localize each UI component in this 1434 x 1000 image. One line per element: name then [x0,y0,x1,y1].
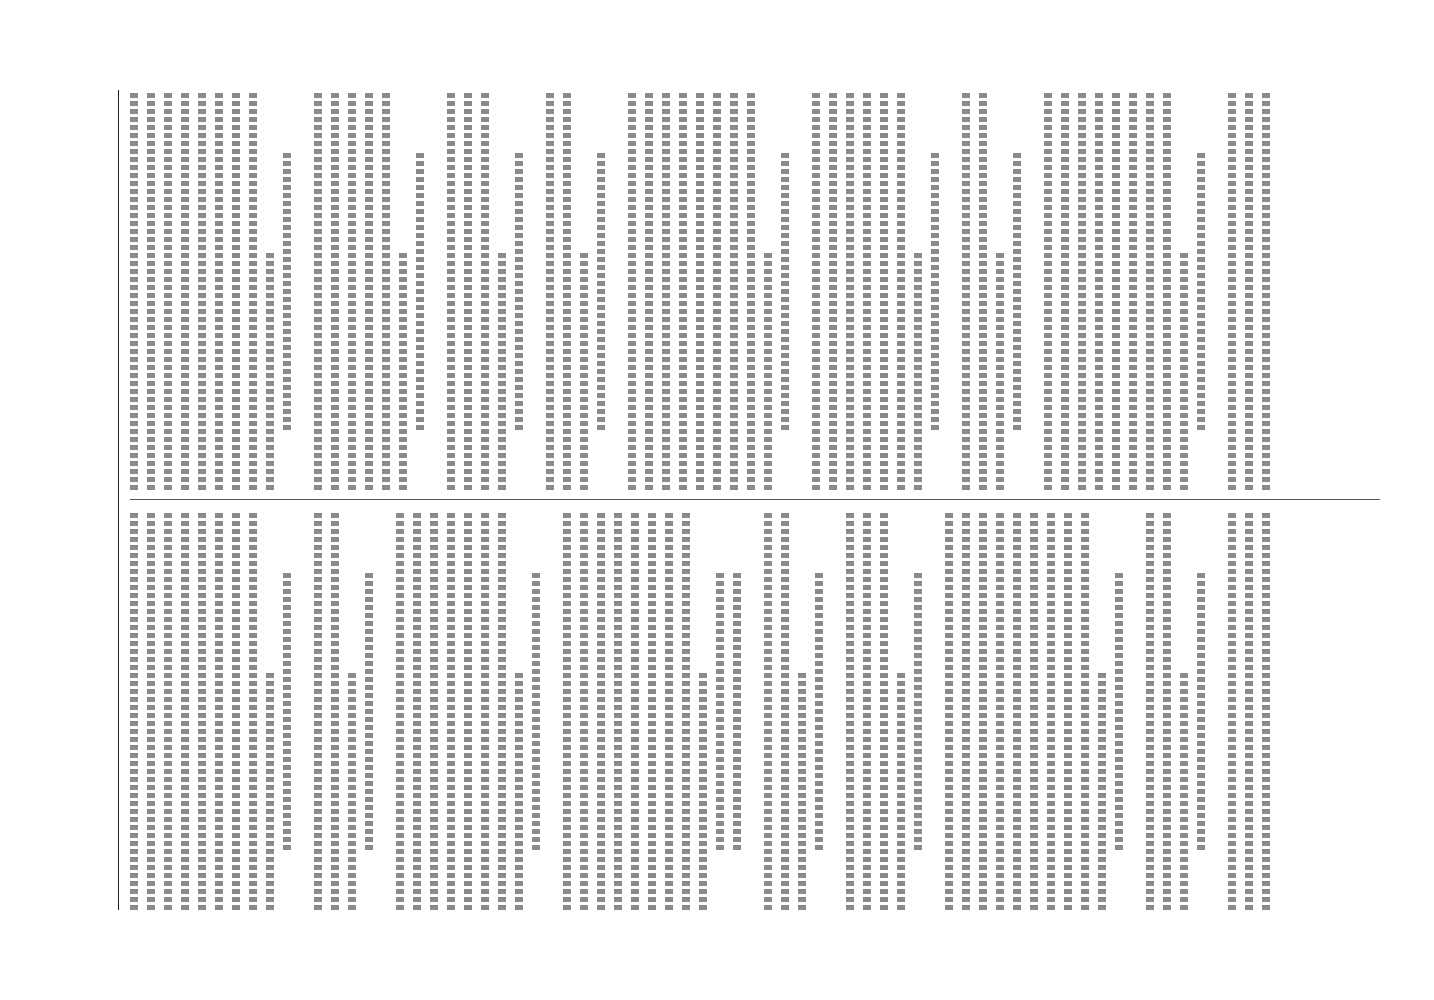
column-divider [130,499,1380,500]
footer-note [2,0,16,1000]
header-rule [118,90,119,910]
right-column [130,90,1380,490]
running-head [90,90,114,910]
left-column [130,510,1380,910]
